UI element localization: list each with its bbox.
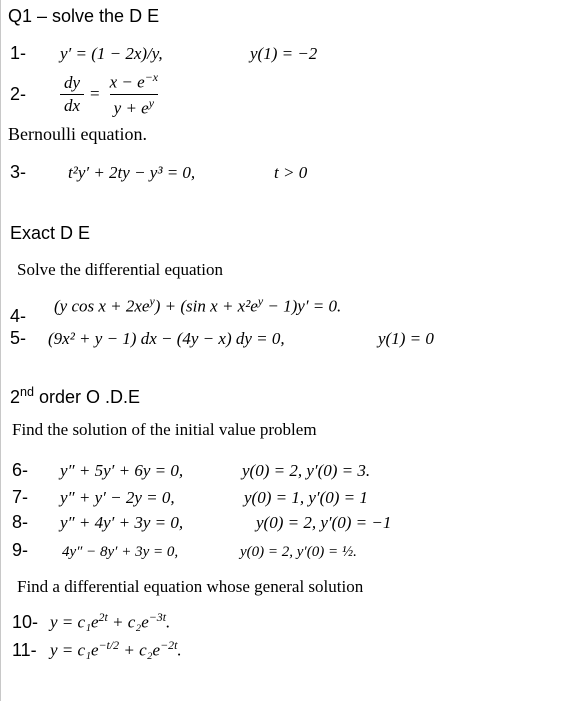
- heading-pre: 2: [10, 387, 21, 407]
- initial-condition: y(0) = 2, y′(0) = 3.: [242, 461, 371, 480]
- problem-6: [12, 460, 370, 481]
- problem-5: [10, 328, 434, 349]
- problem-number: 3-: [10, 162, 27, 182]
- equation: y″ + 5y′ + 6y = 0,: [60, 461, 184, 480]
- general-solution-intro: Find a differential equation whose general solution: [17, 577, 364, 596]
- initial-condition: y(1) = −2: [250, 44, 318, 63]
- condition: t > 0: [274, 163, 308, 182]
- problem-number: 5-: [10, 328, 27, 348]
- general-solution: $y = c_1e^{2t} + c_2e^{-3t}$.: [50, 610, 171, 632]
- section-heading-q1: Q1 – solve the D E: [8, 6, 160, 26]
- equation: y″ + y′ − 2y = 0,: [60, 488, 175, 507]
- problem-2: [10, 70, 162, 118]
- problem-9: [12, 540, 357, 561]
- left-border: [0, 0, 1, 701]
- equation: (9x² + y − 1) dx − (4y − x) dy = 0,: [48, 329, 285, 348]
- problem-11: [12, 638, 182, 661]
- ivp-intro: Find the solution of the initial value problem: [12, 420, 317, 439]
- problem-number: 11-: [12, 639, 37, 660]
- section-heading-2nd-order: [10, 385, 140, 408]
- denominator: dx: [60, 94, 84, 116]
- equation: 4y″ − 8y′ + 3y = 0,: [62, 544, 179, 560]
- problem-7: [12, 487, 368, 508]
- problem-number: 2-: [10, 83, 27, 104]
- initial-condition: y(0) = 1, y′(0) = 1: [244, 488, 368, 507]
- equation: y′ = (1 − 2x)/y,: [60, 44, 163, 63]
- exact-intro: Solve the differential equation: [17, 260, 223, 279]
- problem-number: 8-: [12, 512, 29, 532]
- heading-superscript: nd: [20, 385, 35, 399]
- problem-10: [12, 610, 170, 633]
- equation: y″ + 4y′ + 3y = 0,: [60, 513, 184, 532]
- initial-condition: y(1) = 0: [378, 329, 434, 348]
- problem-number: 10-: [12, 611, 39, 632]
- problem-3: [10, 162, 307, 183]
- problem-4: [10, 294, 342, 326]
- fraction-lhs: [60, 73, 84, 116]
- equation: t²y′ + 2ty − y³ = 0,: [68, 163, 196, 182]
- problem-8: [12, 512, 391, 533]
- initial-condition: y(0) = 2, y′(0) = −1: [256, 513, 392, 532]
- heading-post: order O .D.E: [34, 387, 141, 407]
- problem-number: 6-: [12, 460, 29, 480]
- bernoulli-label: Bernoulli equation.: [8, 124, 147, 144]
- initial-condition: y(0) = 2, y′(0) = ½.: [240, 544, 357, 560]
- equation: (y $\cos x + 2xe^y) + (\sin$ $x + x^2e^y - 1)y' = 0$.: [54, 294, 342, 316]
- fraction-rhs: [106, 70, 162, 118]
- equals-sign: =: [90, 84, 100, 104]
- denominator: $y + e^y$: [110, 94, 158, 119]
- problem-number: 9-: [12, 540, 29, 560]
- general-solution: $y = c_1e^{-t/2} + c_2e^{-2t}$.: [50, 638, 182, 660]
- section-heading-exact: Exact D E: [10, 223, 91, 243]
- numerator: dy: [64, 72, 81, 92]
- problem-1: [10, 43, 317, 64]
- numerator: $x - e^{-x}$: [109, 70, 159, 92]
- problem-number: 1-: [10, 43, 27, 63]
- problem-number: 7-: [12, 487, 29, 507]
- problem-number: 4-: [10, 305, 27, 326]
